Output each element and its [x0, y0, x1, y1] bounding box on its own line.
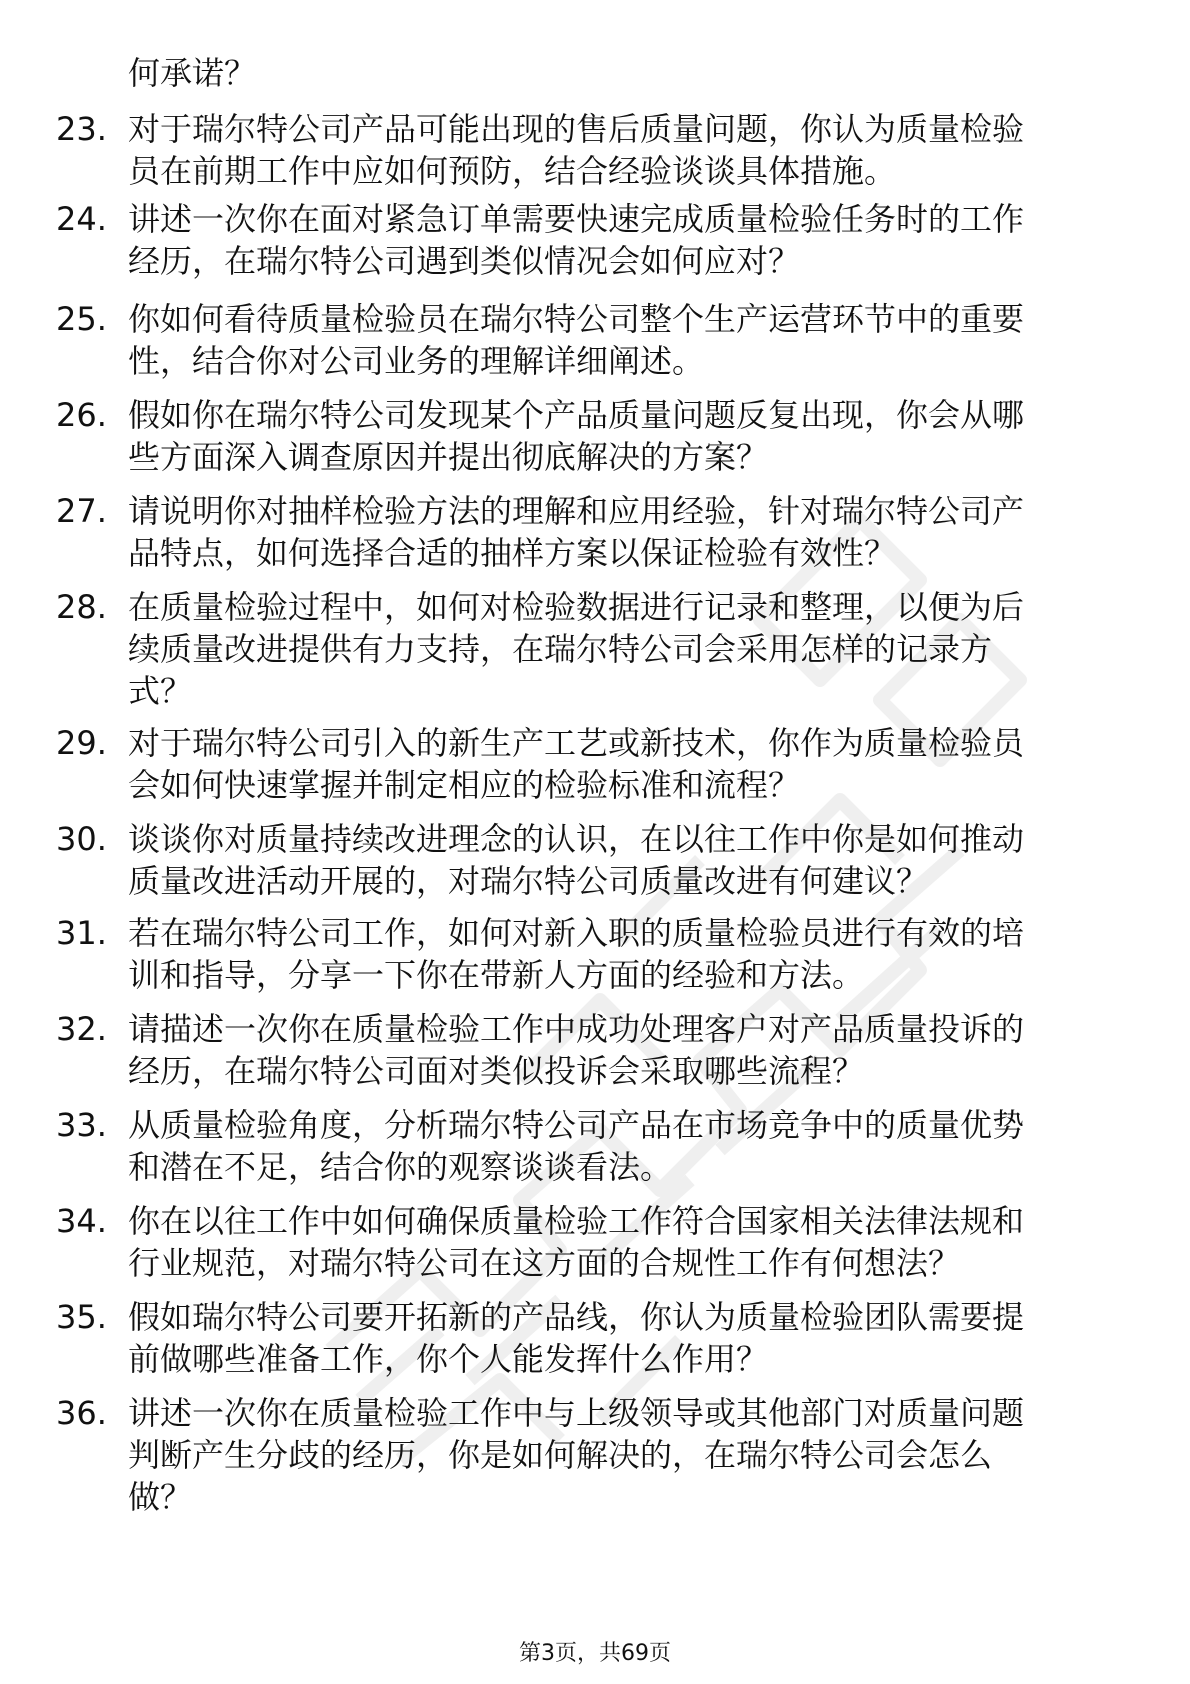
question-number: 36. — [56, 1394, 107, 1432]
question-text: 讲述一次你在面对紧急订单需要快速完成质量检验任务时的工作 经历，在瑞尔特公司遇到类似情况会如何应对？ — [128, 200, 1025, 280]
question-text: 假如瑞尔特公司要开拓新的产品线，你认为质量检验团队需要提 前做哪些准备工作，你个人能发挥什么作用？ — [128, 1298, 1025, 1378]
question-number: 27. — [56, 492, 107, 530]
question-number: 33. — [56, 1106, 107, 1144]
question-text: 对于瑞尔特公司产品可能出现的售后质量问题，你认为质量检验 员在前期工作中应如何预防，结合经验谈谈具体措施。 — [128, 110, 1025, 190]
question-text: 从质量检验角度，分析瑞尔特公司产品在市场竞争中的质量优势 和潜在不足，结合你的观察谈谈看法。 — [128, 1106, 1025, 1186]
question-number: 29. — [56, 724, 107, 762]
question-number: 31. — [56, 914, 107, 952]
question-number: 32. — [56, 1010, 107, 1048]
question-number: 25. — [56, 300, 107, 338]
question-text: 讲述一次你在质量检验工作中与上级领导或其他部门对质量问题 判断产生分歧的经历，你是如何解决的，在瑞尔特公司会怎么 做？ — [128, 1394, 1025, 1516]
question-text: 若在瑞尔特公司工作，如何对新入职的质量检验员进行有效的培 训和指导，分享一下你在带新人方面的经验和方法。 — [128, 914, 1025, 994]
page-number-footer: 第3页，共69页 — [519, 1641, 671, 1666]
question-number: 28. — [56, 588, 107, 626]
question-text: 你如何看待质量检验员在瑞尔特公司整个生产运营环节中的重要 性，结合你对公司业务的理解详细阐述。 — [128, 300, 1025, 380]
question-number: 23. — [56, 110, 107, 148]
question-text: 你在以往工作中如何确保质量检验工作符合国家相关法律法规和 行业规范，对瑞尔特公司在这方面的合规性工作有何想法？ — [128, 1202, 1025, 1282]
question-number: 26. — [56, 396, 107, 434]
continuation-text: 何承诺？ — [128, 54, 257, 92]
question-text: 请说明你对抽样检验方法的理解和应用经验，针对瑞尔特公司产 品特点，如何选择合适的抽样方案以保证检验有效性？ — [128, 492, 1025, 572]
question-text: 请描述一次你在质量检验工作中成功处理客户对产品质量投诉的 经历，在瑞尔特公司面对类似投诉会采取哪些流程？ — [128, 1010, 1025, 1090]
question-text: 对于瑞尔特公司引入的新生产工艺或新技术，你作为质量检验员 会如何快速掌握并制定相应的检验标准和流程？ — [128, 724, 1025, 804]
question-text: 谈谈你对质量持续改进理念的认识，在以往工作中你是如何推动 质量改进活动开展的，对瑞尔特公司质量改进有何建议？ — [128, 820, 1025, 900]
question-text: 在质量检验过程中，如何对检验数据进行记录和整理，以便为后 续质量改进提供有力支持，在瑞尔特公司会采用怎样的记录方 式？ — [128, 588, 1025, 710]
question-number: 35. — [56, 1298, 107, 1336]
question-text: 假如你在瑞尔特公司发现某个产品质量问题反复出现，你会从哪 些方面深入调查原因并提出彻底解决的方案？ — [128, 396, 1025, 476]
question-number: 24. — [56, 200, 107, 238]
question-number: 30. — [56, 820, 107, 858]
question-number: 34. — [56, 1202, 107, 1240]
